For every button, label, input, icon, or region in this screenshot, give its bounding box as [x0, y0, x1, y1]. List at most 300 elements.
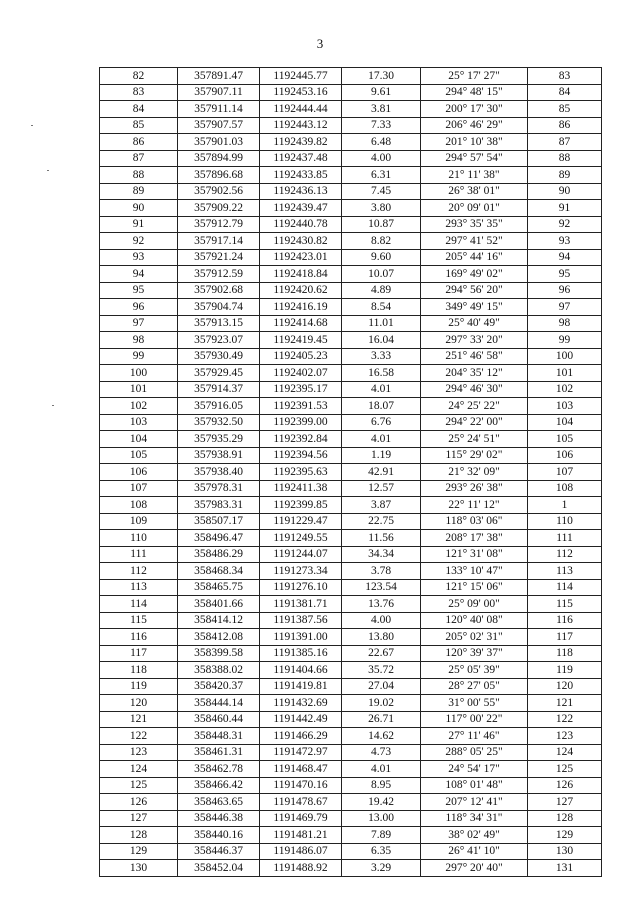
table-row	[100, 777, 602, 794]
table-row	[100, 134, 602, 151]
y-coordinate-cell: 1192391.53	[260, 398, 342, 415]
point-number-cell: 100	[100, 365, 178, 382]
bearing-cell: 251° 46' 58"	[421, 348, 528, 365]
distance-cell: 8.95	[342, 777, 421, 794]
table-row	[100, 810, 602, 827]
y-coordinate-cell: 1192416.19	[260, 299, 342, 316]
next-point-cell: 85	[528, 101, 602, 118]
y-coordinate-cell: 1191419.81	[260, 678, 342, 695]
distance-cell: 3.80	[342, 200, 421, 217]
distance-cell: 7.89	[342, 827, 421, 844]
distance-cell: 42.91	[342, 464, 421, 481]
scan-speck	[47, 170, 49, 171]
distance-cell: 14.62	[342, 728, 421, 745]
next-point-cell: 128	[528, 810, 602, 827]
y-coordinate-cell: 1191229.47	[260, 513, 342, 530]
table-row	[100, 167, 602, 184]
point-number-cell: 85	[100, 117, 178, 134]
point-number-cell: 109	[100, 513, 178, 530]
y-coordinate-cell: 1192392.84	[260, 431, 342, 448]
table-row	[100, 645, 602, 662]
bearing-cell: 26° 38' 01"	[421, 183, 528, 200]
y-coordinate-cell: 1191385.16	[260, 645, 342, 662]
x-coordinate-cell: 357891.47	[178, 68, 260, 85]
x-coordinate-cell: 357921.24	[178, 249, 260, 266]
point-number-cell: 112	[100, 563, 178, 580]
x-coordinate-cell: 357916.05	[178, 398, 260, 415]
point-number-cell: 89	[100, 183, 178, 200]
point-number-cell: 116	[100, 629, 178, 646]
bearing-cell: 27° 11' 46"	[421, 728, 528, 745]
next-point-cell: 100	[528, 348, 602, 365]
x-coordinate-cell: 358448.31	[178, 728, 260, 745]
next-point-cell: 113	[528, 563, 602, 580]
next-point-cell: 129	[528, 827, 602, 844]
x-coordinate-cell: 358461.31	[178, 744, 260, 761]
table-row	[100, 695, 602, 712]
x-coordinate-cell: 357912.79	[178, 216, 260, 233]
bearing-cell: 120° 40' 08"	[421, 612, 528, 629]
scan-speck	[31, 125, 33, 126]
table-row	[100, 365, 602, 382]
point-number-cell: 127	[100, 810, 178, 827]
point-number-cell: 107	[100, 480, 178, 497]
y-coordinate-cell: 1192437.48	[260, 150, 342, 167]
y-coordinate-cell: 1191387.56	[260, 612, 342, 629]
next-point-cell: 97	[528, 299, 602, 316]
y-coordinate-cell: 1191470.16	[260, 777, 342, 794]
bearing-cell: 349° 49' 15"	[421, 299, 528, 316]
distance-cell: 13.00	[342, 810, 421, 827]
point-number-cell: 83	[100, 84, 178, 101]
y-coordinate-cell: 1191273.34	[260, 563, 342, 580]
bearing-cell: 20° 09' 01"	[421, 200, 528, 217]
point-number-cell: 122	[100, 728, 178, 745]
x-coordinate-cell: 358452.04	[178, 860, 260, 877]
table-row	[100, 497, 602, 514]
bearing-cell: 118° 34' 31"	[421, 810, 528, 827]
x-coordinate-cell: 358412.08	[178, 629, 260, 646]
next-point-cell: 102	[528, 381, 602, 398]
table-row	[100, 678, 602, 695]
distance-cell: 19.02	[342, 695, 421, 712]
table-row	[100, 414, 602, 431]
point-number-cell: 119	[100, 678, 178, 695]
distance-cell: 18.07	[342, 398, 421, 415]
bearing-cell: 26° 41' 10"	[421, 843, 528, 860]
next-point-cell: 99	[528, 332, 602, 349]
table-row	[100, 381, 602, 398]
x-coordinate-cell: 357930.49	[178, 348, 260, 365]
bearing-cell: 288° 05' 25"	[421, 744, 528, 761]
next-point-cell: 89	[528, 167, 602, 184]
bearing-cell: 297° 20' 40"	[421, 860, 528, 877]
y-coordinate-cell: 1191404.66	[260, 662, 342, 679]
table-row	[100, 744, 602, 761]
bearing-cell: 24° 54' 17"	[421, 761, 528, 778]
y-coordinate-cell: 1192411.38	[260, 480, 342, 497]
distance-cell: 13.80	[342, 629, 421, 646]
page-number: 3	[316, 36, 324, 51]
distance-cell: 4.89	[342, 282, 421, 299]
table-row	[100, 530, 602, 547]
y-coordinate-cell: 1192444.44	[260, 101, 342, 118]
x-coordinate-cell: 358420.37	[178, 678, 260, 695]
distance-cell: 26.71	[342, 711, 421, 728]
x-coordinate-cell: 357894.99	[178, 150, 260, 167]
x-coordinate-cell: 358414.12	[178, 612, 260, 629]
coordinates-table	[99, 67, 602, 877]
next-point-cell: 86	[528, 117, 602, 134]
next-point-cell: 101	[528, 365, 602, 382]
point-number-cell: 90	[100, 200, 178, 217]
next-point-cell: 121	[528, 695, 602, 712]
table-row	[100, 596, 602, 613]
x-coordinate-cell: 357909.22	[178, 200, 260, 217]
x-coordinate-cell: 357904.74	[178, 299, 260, 316]
y-coordinate-cell: 1191249.55	[260, 530, 342, 547]
x-coordinate-cell: 358463.65	[178, 794, 260, 811]
y-coordinate-cell: 1192433.85	[260, 167, 342, 184]
bearing-cell: 294° 57' 54"	[421, 150, 528, 167]
point-number-cell: 106	[100, 464, 178, 481]
x-coordinate-cell: 358388.02	[178, 662, 260, 679]
y-coordinate-cell: 1191486.07	[260, 843, 342, 860]
distance-cell: 10.87	[342, 216, 421, 233]
y-coordinate-cell: 1192445.77	[260, 68, 342, 85]
table-row	[100, 68, 602, 85]
x-coordinate-cell: 357912.59	[178, 266, 260, 283]
bearing-cell: 24° 25' 22"	[421, 398, 528, 415]
point-number-cell: 108	[100, 497, 178, 514]
distance-cell: 10.07	[342, 266, 421, 283]
table-row	[100, 546, 602, 563]
point-number-cell: 101	[100, 381, 178, 398]
x-coordinate-cell: 357907.11	[178, 84, 260, 101]
y-coordinate-cell: 1191244.07	[260, 546, 342, 563]
point-number-cell: 118	[100, 662, 178, 679]
table-row	[100, 827, 602, 844]
bearing-cell: 205° 02' 31"	[421, 629, 528, 646]
x-coordinate-cell: 358446.37	[178, 843, 260, 860]
table-row	[100, 794, 602, 811]
table-row	[100, 728, 602, 745]
table-row	[100, 612, 602, 629]
x-coordinate-cell: 358446.38	[178, 810, 260, 827]
table-row	[100, 843, 602, 860]
x-coordinate-cell: 357929.45	[178, 365, 260, 382]
bearing-cell: 120° 39' 37"	[421, 645, 528, 662]
bearing-cell: 28° 27' 05"	[421, 678, 528, 695]
point-number-cell: 121	[100, 711, 178, 728]
next-point-cell: 84	[528, 84, 602, 101]
bearing-cell: 117° 00' 22"	[421, 711, 528, 728]
bearing-cell: 204° 35' 12"	[421, 365, 528, 382]
x-coordinate-cell: 358486.29	[178, 546, 260, 563]
x-coordinate-cell: 358465.75	[178, 579, 260, 596]
distance-cell: 35.72	[342, 662, 421, 679]
y-coordinate-cell: 1192419.45	[260, 332, 342, 349]
table-row	[100, 579, 602, 596]
x-coordinate-cell: 358399.58	[178, 645, 260, 662]
x-coordinate-cell: 357983.31	[178, 497, 260, 514]
distance-cell: 3.87	[342, 497, 421, 514]
next-point-cell: 131	[528, 860, 602, 877]
bearing-cell: 294° 48' 15"	[421, 84, 528, 101]
x-coordinate-cell: 358462.78	[178, 761, 260, 778]
bearing-cell: 25° 40' 49"	[421, 315, 528, 332]
point-number-cell: 115	[100, 612, 178, 629]
distance-cell: 8.82	[342, 233, 421, 250]
distance-cell: 12.57	[342, 480, 421, 497]
x-coordinate-cell: 357938.40	[178, 464, 260, 481]
point-number-cell: 130	[100, 860, 178, 877]
point-number-cell: 95	[100, 282, 178, 299]
x-coordinate-cell: 357923.07	[178, 332, 260, 349]
x-coordinate-cell: 358468.34	[178, 563, 260, 580]
x-coordinate-cell: 357913.15	[178, 315, 260, 332]
point-number-cell: 94	[100, 266, 178, 283]
bearing-cell: 108° 01' 48"	[421, 777, 528, 794]
next-point-cell: 112	[528, 546, 602, 563]
y-coordinate-cell: 1192420.62	[260, 282, 342, 299]
next-point-cell: 118	[528, 645, 602, 662]
next-point-cell: 108	[528, 480, 602, 497]
bearing-cell: 200° 17' 30"	[421, 101, 528, 118]
y-coordinate-cell: 1192430.82	[260, 233, 342, 250]
bearing-cell: 133° 10' 47"	[421, 563, 528, 580]
distance-cell: 8.54	[342, 299, 421, 316]
distance-cell: 6.35	[342, 843, 421, 860]
table-row	[100, 629, 602, 646]
bearing-cell: 38° 02' 49"	[421, 827, 528, 844]
next-point-cell: 103	[528, 398, 602, 415]
next-point-cell: 117	[528, 629, 602, 646]
next-point-cell: 123	[528, 728, 602, 745]
x-coordinate-cell: 357907.57	[178, 117, 260, 134]
y-coordinate-cell: 1191466.29	[260, 728, 342, 745]
point-number-cell: 91	[100, 216, 178, 233]
bearing-cell: 22° 11' 12"	[421, 497, 528, 514]
distance-cell: 9.61	[342, 84, 421, 101]
next-point-cell: 126	[528, 777, 602, 794]
x-coordinate-cell: 358507.17	[178, 513, 260, 530]
x-coordinate-cell: 357932.50	[178, 414, 260, 431]
bearing-cell: 25° 09' 00"	[421, 596, 528, 613]
x-coordinate-cell: 358466.42	[178, 777, 260, 794]
bearing-cell: 207° 12' 41"	[421, 794, 528, 811]
bearing-cell: 206° 46' 29"	[421, 117, 528, 134]
coordinates-table-body	[100, 68, 602, 877]
table-row	[100, 348, 602, 365]
x-coordinate-cell: 357896.68	[178, 167, 260, 184]
bearing-cell: 21° 32' 09"	[421, 464, 528, 481]
point-number-cell: 117	[100, 645, 178, 662]
distance-cell: 11.56	[342, 530, 421, 547]
next-point-cell: 130	[528, 843, 602, 860]
distance-cell: 123.54	[342, 579, 421, 596]
y-coordinate-cell: 1191442.49	[260, 711, 342, 728]
y-coordinate-cell: 1192436.13	[260, 183, 342, 200]
point-number-cell: 92	[100, 233, 178, 250]
next-point-cell: 122	[528, 711, 602, 728]
table-row	[100, 233, 602, 250]
y-coordinate-cell: 1191276.10	[260, 579, 342, 596]
point-number-cell: 93	[100, 249, 178, 266]
y-coordinate-cell: 1192402.07	[260, 365, 342, 382]
bearing-cell: 31° 00' 55"	[421, 695, 528, 712]
next-point-cell: 96	[528, 282, 602, 299]
distance-cell: 3.78	[342, 563, 421, 580]
next-point-cell: 93	[528, 233, 602, 250]
bearing-cell: 297° 41' 52"	[421, 233, 528, 250]
bearing-cell: 115° 29' 02"	[421, 447, 528, 464]
next-point-cell: 87	[528, 134, 602, 151]
bearing-cell: 25° 05' 39"	[421, 662, 528, 679]
table-row	[100, 662, 602, 679]
bearing-cell: 118° 03' 06"	[421, 513, 528, 530]
y-coordinate-cell: 1192418.84	[260, 266, 342, 283]
distance-cell: 27.04	[342, 678, 421, 695]
table-row	[100, 860, 602, 877]
y-coordinate-cell: 1191468.47	[260, 761, 342, 778]
distance-cell: 7.45	[342, 183, 421, 200]
table-row	[100, 183, 602, 200]
y-coordinate-cell: 1192440.78	[260, 216, 342, 233]
point-number-cell: 103	[100, 414, 178, 431]
x-coordinate-cell: 357902.56	[178, 183, 260, 200]
bearing-cell: 25° 17' 27"	[421, 68, 528, 85]
next-point-cell: 116	[528, 612, 602, 629]
y-coordinate-cell: 1192439.82	[260, 134, 342, 151]
table-row	[100, 101, 602, 118]
point-number-cell: 87	[100, 150, 178, 167]
point-number-cell: 88	[100, 167, 178, 184]
point-number-cell: 102	[100, 398, 178, 415]
y-coordinate-cell: 1192395.63	[260, 464, 342, 481]
next-point-cell: 127	[528, 794, 602, 811]
table-row	[100, 299, 602, 316]
table-row	[100, 266, 602, 283]
table-row	[100, 200, 602, 217]
y-coordinate-cell: 1192453.16	[260, 84, 342, 101]
point-number-cell: 84	[100, 101, 178, 118]
y-coordinate-cell: 1192399.00	[260, 414, 342, 431]
bearing-cell: 294° 46' 30"	[421, 381, 528, 398]
next-point-cell: 107	[528, 464, 602, 481]
distance-cell: 16.58	[342, 365, 421, 382]
table-row	[100, 216, 602, 233]
distance-cell: 9.60	[342, 249, 421, 266]
distance-cell: 3.81	[342, 101, 421, 118]
next-point-cell: 95	[528, 266, 602, 283]
point-number-cell: 97	[100, 315, 178, 332]
table-row	[100, 431, 602, 448]
table-row	[100, 711, 602, 728]
distance-cell: 34.34	[342, 546, 421, 563]
next-point-cell: 105	[528, 431, 602, 448]
y-coordinate-cell: 1191481.21	[260, 827, 342, 844]
distance-cell: 13.76	[342, 596, 421, 613]
next-point-cell: 111	[528, 530, 602, 547]
bearing-cell: 293° 35' 35"	[421, 216, 528, 233]
x-coordinate-cell: 357901.03	[178, 134, 260, 151]
distance-cell: 4.73	[342, 744, 421, 761]
next-point-cell: 119	[528, 662, 602, 679]
y-coordinate-cell: 1192405.23	[260, 348, 342, 365]
table-row	[100, 761, 602, 778]
distance-cell: 22.75	[342, 513, 421, 530]
next-point-cell: 104	[528, 414, 602, 431]
bearing-cell: 208° 17' 38"	[421, 530, 528, 547]
table-row	[100, 563, 602, 580]
table-row	[100, 513, 602, 530]
next-point-cell: 91	[528, 200, 602, 217]
next-point-cell: 98	[528, 315, 602, 332]
point-number-cell: 82	[100, 68, 178, 85]
point-number-cell: 99	[100, 348, 178, 365]
next-point-cell: 90	[528, 183, 602, 200]
distance-cell: 7.33	[342, 117, 421, 134]
point-number-cell: 104	[100, 431, 178, 448]
bearing-cell: 294° 22' 00"	[421, 414, 528, 431]
table-row	[100, 480, 602, 497]
y-coordinate-cell: 1192439.47	[260, 200, 342, 217]
bearing-cell: 294° 56' 20"	[421, 282, 528, 299]
y-coordinate-cell: 1191469.79	[260, 810, 342, 827]
point-number-cell: 86	[100, 134, 178, 151]
x-coordinate-cell: 357917.14	[178, 233, 260, 250]
bearing-cell: 297° 33' 20"	[421, 332, 528, 349]
y-coordinate-cell: 1191391.00	[260, 629, 342, 646]
table-row	[100, 282, 602, 299]
x-coordinate-cell: 358496.47	[178, 530, 260, 547]
x-coordinate-cell: 357911.14	[178, 101, 260, 118]
next-point-cell: 110	[528, 513, 602, 530]
distance-cell: 19.42	[342, 794, 421, 811]
next-point-cell: 88	[528, 150, 602, 167]
next-point-cell: 94	[528, 249, 602, 266]
point-number-cell: 125	[100, 777, 178, 794]
bearing-cell: 293° 26' 38"	[421, 480, 528, 497]
table-row	[100, 398, 602, 415]
table-row	[100, 464, 602, 481]
x-coordinate-cell: 358444.14	[178, 695, 260, 712]
bearing-cell: 169° 49' 02"	[421, 266, 528, 283]
bearing-cell: 121° 15' 06"	[421, 579, 528, 596]
distance-cell: 4.01	[342, 381, 421, 398]
x-coordinate-cell: 358440.16	[178, 827, 260, 844]
table-row	[100, 332, 602, 349]
table-row	[100, 84, 602, 101]
y-coordinate-cell: 1192399.85	[260, 497, 342, 514]
point-number-cell: 120	[100, 695, 178, 712]
y-coordinate-cell: 1191381.71	[260, 596, 342, 613]
distance-cell: 3.33	[342, 348, 421, 365]
table-row	[100, 249, 602, 266]
point-number-cell: 114	[100, 596, 178, 613]
bearing-cell: 121° 31' 08"	[421, 546, 528, 563]
next-point-cell: 114	[528, 579, 602, 596]
point-number-cell: 110	[100, 530, 178, 547]
distance-cell: 3.29	[342, 860, 421, 877]
bearing-cell: 201° 10' 38"	[421, 134, 528, 151]
table-row	[100, 150, 602, 167]
x-coordinate-cell: 357914.37	[178, 381, 260, 398]
bearing-cell: 21° 11' 38"	[421, 167, 528, 184]
point-number-cell: 96	[100, 299, 178, 316]
y-coordinate-cell: 1192423.01	[260, 249, 342, 266]
